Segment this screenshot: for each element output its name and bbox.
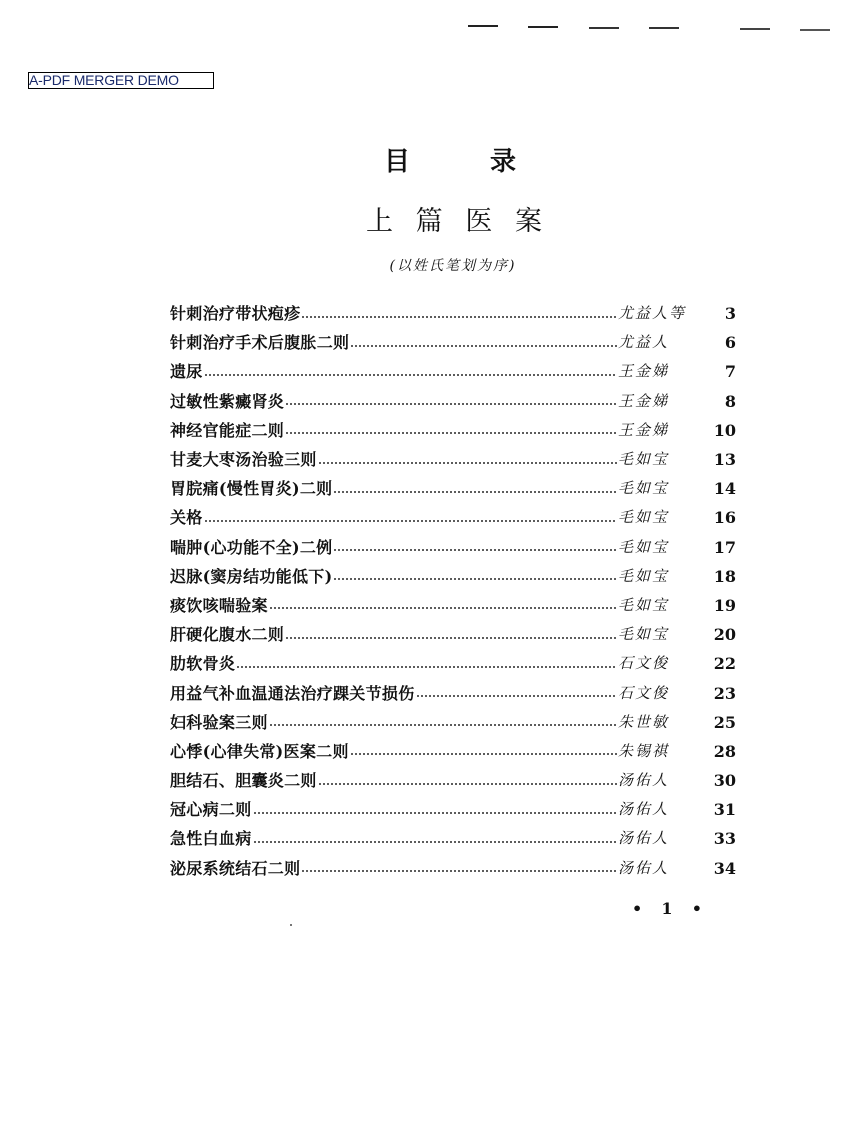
folio-bullet-icon: •: [691, 898, 702, 918]
toc-entry-page: 8: [724, 391, 736, 411]
dot-leader: [301, 870, 617, 872]
scan-artifact-dash: [740, 28, 770, 30]
dot-leader: [350, 345, 617, 347]
toc-entry-title: 肋软骨炎: [170, 654, 236, 674]
dot-leader: [416, 695, 617, 697]
toc-entry-page: 28: [713, 741, 736, 761]
toc-entry[interactable]: [170, 620, 736, 649]
toc-entry[interactable]: [170, 854, 736, 883]
section-title-char: 医: [465, 206, 493, 237]
toc-entry-author: 毛如宝: [618, 479, 670, 498]
toc-entry-page: 14: [713, 479, 736, 499]
page-title-char: 目: [384, 147, 411, 177]
toc-entry-author: 毛如宝: [618, 566, 670, 585]
toc-entry-title: 喘肿(心功能不全)二例: [170, 537, 333, 557]
toc-entry-author: 朱锡祺: [618, 741, 670, 760]
toc-entry[interactable]: [170, 387, 736, 416]
page-number: 1: [661, 898, 673, 918]
toc-entry[interactable]: [170, 357, 736, 386]
toc-entry-page: 34: [713, 858, 736, 878]
toc-entry-author: 毛如宝: [618, 595, 670, 614]
dot-leader: [269, 607, 617, 609]
scan-artifact-dash: [468, 25, 498, 27]
toc-entry-page: 31: [713, 800, 736, 820]
toc-entry-title: 泌尿系统结石二则: [170, 858, 301, 878]
dot-leader: [253, 841, 617, 843]
toc-entry-title: 神经官能症二则: [170, 420, 285, 440]
toc-entry-page: 19: [713, 595, 736, 615]
toc-entry[interactable]: [170, 795, 736, 824]
dot-leader: [333, 549, 617, 551]
toc-entry[interactable]: [170, 503, 736, 532]
section-subtitle: (以姓氏笔划为序): [389, 258, 517, 274]
dot-leader: [236, 666, 617, 668]
dot-leader: [318, 462, 617, 464]
toc-entry-page: 22: [713, 654, 736, 674]
dot-leader: [333, 578, 617, 580]
toc-entry-title: 关格: [170, 508, 203, 528]
toc-entry-author: 王金娣: [618, 391, 670, 410]
dot-leader: [301, 316, 617, 318]
dot-leader: [350, 753, 617, 755]
dot-leader: [204, 520, 617, 522]
toc-entry[interactable]: [170, 474, 736, 503]
toc-entry-page: 33: [713, 829, 736, 849]
toc-entry[interactable]: [170, 591, 736, 620]
toc-entry[interactable]: [170, 533, 736, 562]
page-number-folio: [632, 898, 702, 918]
toc-entry-author: 尤益人等: [618, 304, 687, 323]
dot-leader: [285, 432, 617, 434]
toc-entry-title: 甘麦大枣汤治验三则: [170, 450, 317, 470]
toc-entry-page: 25: [713, 712, 736, 732]
page-title: [384, 146, 516, 178]
toc-entry[interactable]: [170, 416, 736, 445]
toc-entry-page: 7: [724, 362, 736, 382]
toc-entry[interactable]: [170, 737, 736, 766]
toc-entry-author: 王金娣: [618, 362, 670, 381]
section-title: [366, 204, 542, 240]
toc-entry-page: 13: [713, 450, 736, 470]
toc-entry-title: 用益气补血温通法治疗踝关节损伤: [170, 683, 415, 703]
section-title-char: 案: [514, 206, 542, 237]
toc-entry-page: 18: [713, 566, 736, 586]
toc-entry-page: 6: [724, 333, 736, 353]
toc-entry-author: 毛如宝: [618, 450, 670, 469]
toc-entry-title: 胃脘痛(慢性胃炎)二则: [170, 479, 333, 499]
toc-entry-title: 妇科验案三则: [170, 712, 268, 732]
toc-entry[interactable]: [170, 678, 736, 707]
toc-entry-page: 10: [713, 420, 736, 440]
scan-artifact-dash: [589, 27, 619, 29]
toc-entry[interactable]: [170, 562, 736, 591]
scan-artifact-speck: [290, 924, 292, 926]
toc-entry-author: 王金娣: [618, 420, 670, 439]
toc-entry-page: 23: [713, 683, 736, 703]
toc-entry[interactable]: [170, 708, 736, 737]
toc-entry-author: 汤佑人: [618, 858, 670, 877]
toc-entry-author: 汤佑人: [618, 829, 670, 848]
dot-leader: [333, 491, 617, 493]
demo-watermark-label: A-PDF MERGER DEMO: [28, 72, 214, 89]
toc-entry-title: 针刺治疗带状疱疹: [170, 304, 301, 324]
toc-entry-title: 胆结石、胆囊炎二则: [170, 771, 317, 791]
toc-entry-title: 过敏性紫癜肾炎: [170, 391, 285, 411]
toc-entry-title: 针刺治疗手术后腹胀二则: [170, 333, 350, 353]
toc-entry-author: 毛如宝: [618, 537, 670, 556]
toc-entry-page: 16: [713, 508, 736, 528]
toc-entry-title: 心悸(心律失常)医案二则: [170, 741, 349, 761]
toc-entry-page: 30: [713, 771, 736, 791]
dot-leader: [269, 724, 617, 726]
toc-entry-page: 17: [713, 537, 736, 557]
toc-entry-author: 尤益人: [618, 333, 670, 352]
folio-bullet-icon: •: [632, 898, 643, 918]
toc-entry-author: 毛如宝: [618, 625, 670, 644]
toc-entry[interactable]: [170, 649, 736, 678]
toc-entry-author: 汤佑人: [618, 771, 670, 790]
toc-entry[interactable]: [170, 328, 736, 357]
dot-leader: [204, 374, 617, 376]
scan-artifact-dash: [528, 26, 558, 28]
toc-entry-title: 迟脉(窦房结功能低下): [170, 566, 333, 586]
toc-entry[interactable]: [170, 299, 736, 328]
toc-entry-author: 汤佑人: [618, 800, 670, 819]
toc-list: [170, 299, 736, 883]
toc-entry-title: 冠心病二则: [170, 800, 252, 820]
toc-entry-title: 急性白血病: [170, 829, 252, 849]
toc-entry-author: 朱世敏: [618, 712, 670, 731]
toc-entry-title: 痰饮咳喘验案: [170, 595, 268, 615]
toc-entry-page: 3: [724, 304, 736, 324]
scan-artifact-dash: [649, 27, 679, 29]
dot-leader: [285, 637, 617, 639]
section-title-char: 篇: [415, 206, 443, 237]
scan-artifact-dash: [800, 29, 830, 31]
toc-entry[interactable]: [170, 824, 736, 853]
toc-entry-author: 石文俊: [618, 683, 670, 702]
toc-entry-page: 20: [713, 625, 736, 645]
section-title-char: 上: [366, 206, 393, 237]
dot-leader: [285, 403, 617, 405]
toc-entry[interactable]: [170, 766, 736, 795]
toc-entry-title: 肝硬化腹水二则: [170, 625, 285, 645]
toc-entry-author: 毛如宝: [618, 508, 670, 527]
dot-leader: [318, 783, 617, 785]
dot-leader: [253, 812, 617, 814]
page-title-char: 录: [489, 147, 516, 177]
toc-entry-title: 遗尿: [170, 362, 203, 382]
toc-entry-author: 石文俊: [618, 654, 670, 673]
toc-entry[interactable]: [170, 445, 736, 474]
